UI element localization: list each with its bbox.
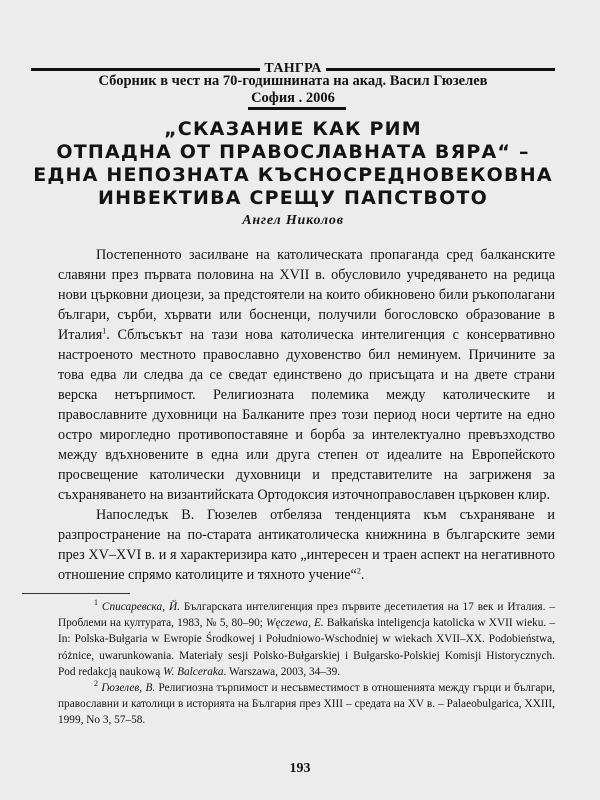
title-line: ОТПАДНА ОТ ПРАВОСЛАВНАТА ВЯРА“ – xyxy=(56,141,530,163)
footnote-editor: W. Balceraka xyxy=(163,665,224,678)
place-year: София . 2006 xyxy=(251,90,335,106)
title-line: ЕДНА НЕПОЗНАТА КЪСНОСРЕДНОВЕКОВНА xyxy=(33,164,553,186)
header-rule-right xyxy=(326,68,555,71)
title-line: ИНВЕКТИВА СРЕЩУ ПАПСТВОТО xyxy=(98,187,488,209)
footnote-ref[interactable]: 1 xyxy=(102,326,107,336)
footnotes xyxy=(58,599,555,729)
paragraph-text: . Сблъсъкът на тази нова католическа интелигенция с консервативно настроеното местното православно духовенство бил неминуем. Причините за това едва ли следва да се сведат единствено до присъщата и на двете страни верска нетърпимост. Религиозната полемика между католическите и православните духовници на Балканите през този период носи чертите на едно остро мирогледно противопоставяне и борба за интелектуално превъзходство между вдъхновените в една или друга степен от идеалите на Европейското просвещение католически духовници и представителите на загриженя за съхраняването на византийската Ортодоксия източноправославен църковен клир. xyxy=(58,327,555,503)
footnote-number: 1 xyxy=(94,598,98,608)
journal-name: ТАНГРА xyxy=(264,61,322,76)
body-paragraph xyxy=(58,505,555,585)
footnote xyxy=(58,599,555,680)
collection-title: Сборник в чест на 70-годишнината на акад. Васил Гюзелев xyxy=(98,73,488,89)
footnote-text: Религиозна търпимост и несъвместимост в отношенията между гърци и българи, православни и католици в историята на България през XIII – средата на XV в. – Palaeobulgarica, XXIII, 1999, No 3, 57–58. xyxy=(58,682,556,727)
header-rule-left xyxy=(31,68,260,71)
footnote-separator xyxy=(22,593,130,594)
paragraph-text: Напоследък В. Гюзелев отбеляза тенденцията към съхраняване и разпространение на по-старата антикатолическа книжнина в българските земи през XV–XVI в. и я характеризира като „интересен и траен аспект на негативното отношение спрямо католиците и тяхното учение“ xyxy=(58,507,555,583)
footnote-text: Bałkańska inteligencja katolicka w XVII wieku. – In: Polska-Bułgaria w Ewropie Środkowej i Południowo-Wschodniej w wiekach XVII–XX. Podobieństwa, różnice, uwarunkowania. Materiały sesji Polsko-Bułgarskiej i Bułgarsko-Polskiej Komisji Historycznych. Pod redakcją naukową xyxy=(58,617,555,678)
footnote xyxy=(58,680,555,729)
footnote-author: Гюзелев, В. xyxy=(101,682,156,695)
article-body xyxy=(58,245,555,585)
footnote-ref[interactable]: 2 xyxy=(356,566,361,576)
footnote-author: Списаревска, Й. xyxy=(101,601,180,613)
footnote-text: . Warszawa, 2003, 34–39. xyxy=(223,665,341,678)
footnote-text: Българската интелигенция през първите десетилетия на 17 век и Италия. – Проблеми на културата, 1983, № 5, 80–90; xyxy=(58,601,555,630)
article-author: Ангел Николов xyxy=(242,213,344,228)
paragraph-text: . xyxy=(360,567,365,583)
body-paragraph xyxy=(58,245,555,505)
page-number: 193 xyxy=(289,761,311,776)
footnote-author: Węczewa, E. xyxy=(266,617,324,630)
article-title xyxy=(0,118,586,210)
footnote-number: 2 xyxy=(94,679,98,689)
title-line: „СКАЗАНИЕ КАК РИМ xyxy=(164,118,422,140)
paragraph-text: Постепенното засилване на католическата пропаганда сред балканските славяни през първата половина на XVII в. обусловило учредяването на редица нови църковни диоцези, за предстоятели на които обикновено били ръкополагани българи, сърби, хървати или босненци, получили богословско образование в Италия xyxy=(58,247,555,343)
place-underline xyxy=(248,107,346,110)
